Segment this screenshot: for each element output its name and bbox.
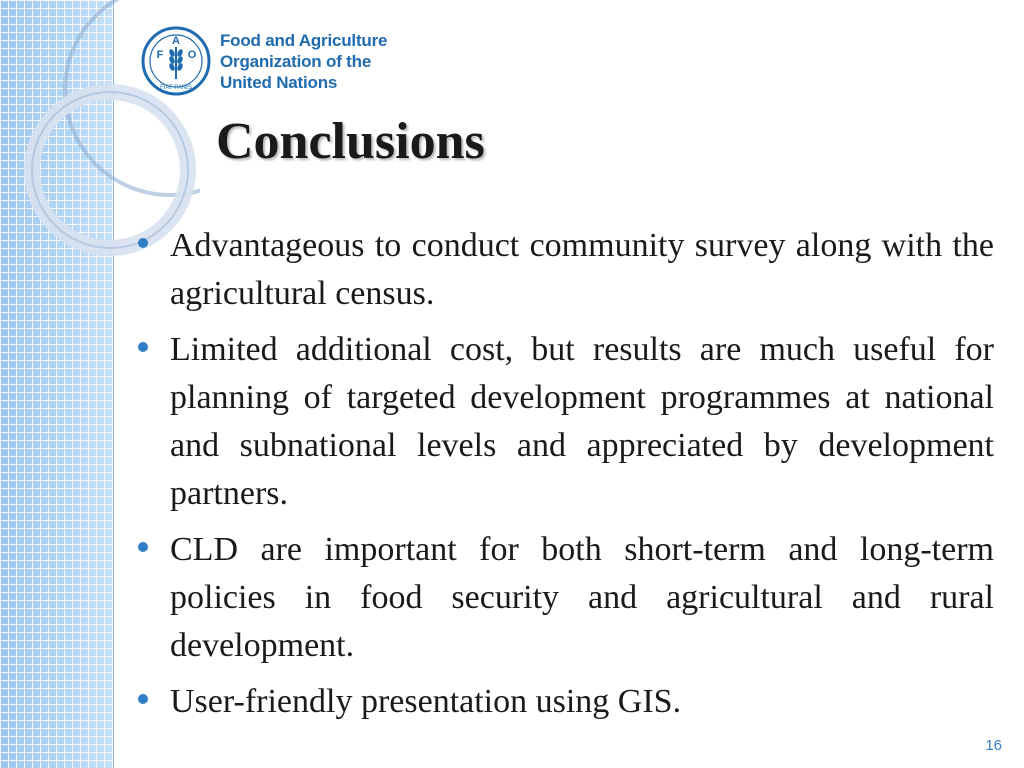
- bullet-dot-icon: [138, 342, 148, 352]
- emblem-letter-f: F: [156, 49, 164, 61]
- fao-emblem-icon: [140, 25, 212, 97]
- page-number: 16: [985, 737, 1002, 754]
- bullet-text: CLD are important for both short-term and long-term policies in food security and agricultural and rural development.: [170, 531, 994, 664]
- fao-name-line-3: United Nations: [220, 72, 338, 92]
- bullet-text: Limited additional cost, but results are much useful for planning of targeted development programmes at national and subnational levels and appreciated by development partners.: [170, 331, 994, 512]
- bullet-item: [134, 678, 994, 726]
- fao-name-line-2: Organization of the: [220, 51, 372, 71]
- bullet-dot-icon: [138, 238, 148, 248]
- bullet-dot-icon: [138, 542, 148, 552]
- bullet-item: [134, 326, 994, 518]
- slide-title: Conclusions: [216, 113, 485, 170]
- fao-name: [220, 30, 387, 93]
- fao-logo: [140, 25, 387, 97]
- fao-name-line-1: Food and Agriculture: [220, 30, 388, 50]
- bullet-dot-icon: [138, 694, 148, 704]
- bullet-text: Advantageous to conduct community survey along with the agricultural census.: [170, 227, 994, 312]
- bullet-item: [134, 526, 994, 670]
- emblem-letter-o: O: [187, 49, 197, 61]
- emblem-letter-a: A: [172, 35, 180, 47]
- bullet-list: [134, 222, 994, 734]
- bullet-text: User-friendly presentation using GIS.: [170, 683, 682, 720]
- emblem-motto: FIAT PANIS: [160, 85, 192, 91]
- bullet-item: [134, 222, 994, 318]
